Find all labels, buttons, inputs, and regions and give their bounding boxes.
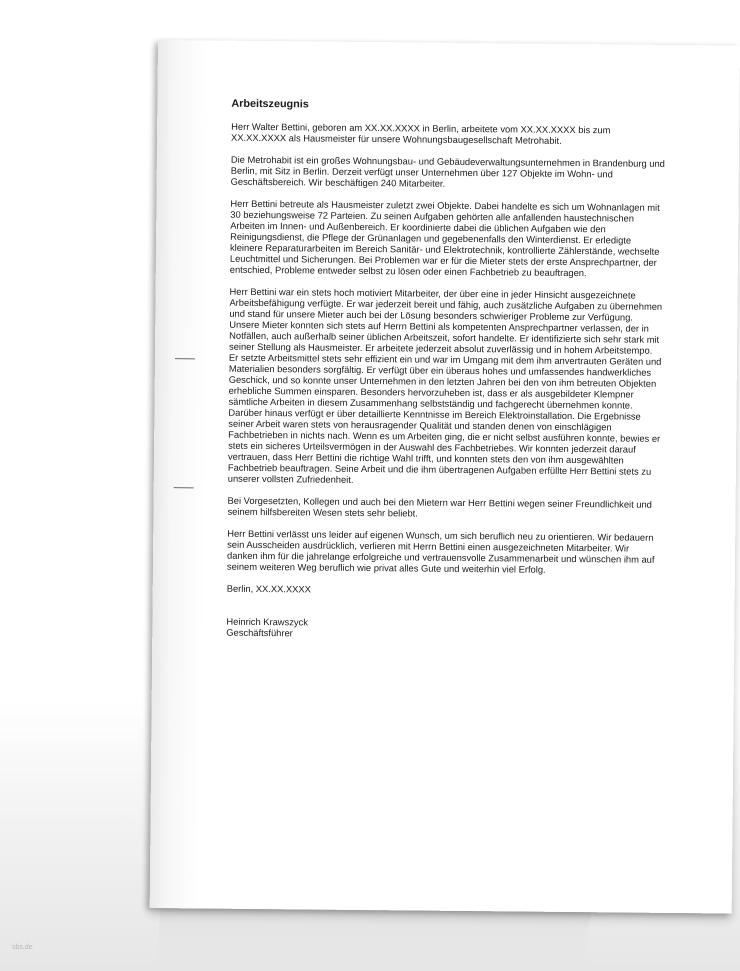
text-line: Herr Bettini war ein stets hoch motiviert Mitarbeiter, der über eine in jeder Hinsicht ausgezeichnete	[229, 286, 636, 301]
text-line: Arbeitsbefähigung verfügte. Er war jederzeit bereit und fähig, auch zusätzliche Aufgaben zu übernehmen	[229, 297, 663, 312]
text-line: Herr Walter Bettini, geboren am XX.XX.XXXX in Berlin, arbeitete vom XX.XX.XXXX bis zum	[231, 121, 611, 136]
text-line: Materialien besonders sorgfältig. Er verfügt über ein überaus hohes und umfassendes handwerkliches	[228, 363, 652, 378]
text-line: Geschick, und so konnte unser Unternehmen in den letzten Jahren bei den von ihm betreuten Objekten	[228, 374, 657, 389]
text-line: Darüber hinaus verfügt er über detaillierte Kenntnisse im Bereich Elektroinstallation. Die Ergebnisse	[228, 407, 641, 422]
text-line: Herr Bettini betreute als Hausmeister zuletzt zwei Objekte. Dabei handelte es sich um Wohnanlagen mit	[230, 198, 660, 213]
text-line: Arbeiten im Innen- und Außenbereich. Er koordinierte dabei die üblichen Aufgaben wie den	[230, 220, 606, 235]
text-line: seinem hilfsbereiten Wesen stets sehr beliebt.	[227, 506, 418, 519]
text-line: Reinigungsdienst, die Pflege der Grünanlagen und gegebenenfalls den Winterdienst. Er erledigte	[230, 231, 632, 246]
paragraph-intro	[231, 122, 707, 149]
page-reflection	[155, 905, 591, 965]
text-line: 30 beziehungsweise 72 Parteien. Zu seinen Aufgaben gehörten alle anfallenden haustechnischen	[230, 209, 634, 224]
text-line: seiner Arbeit waren stets von herausragender Qualität und standen denen von einschlägigen	[228, 418, 612, 433]
text-line: seiner Stellung als Hausmeister. Er arbeitete jederzeit absolut zuverlässig und in hohem Arbeitstempo.	[229, 341, 653, 356]
paragraph-duties	[230, 199, 707, 281]
document-body	[226, 99, 707, 644]
text-line: Er setzte Arbeitsmittel stets sehr effizient ein und war im Umgang mit dem ihm anvertrauten Geräten und	[228, 352, 662, 367]
text-line: Leuchtmittel und Sicherungen. Bei Problemen war er für die Mieter stets der erste Ansprechpartner, der	[229, 253, 657, 268]
text-line: Notfällen, auch außerhalb seiner üblichen Arbeitszeit, sofort handelte. Er identifizierte sich sehr stark mit	[229, 330, 660, 345]
document-title: Arbeitszeugnis	[231, 97, 309, 111]
signer-name: Heinrich Krawszyck	[226, 616, 308, 628]
text-line: Fachbetrieb beauftragen. Seine Arbeit und die ihm übertragenen Aufgaben erfüllte Herr Bettini stets zu	[227, 462, 652, 477]
document-page	[150, 40, 740, 914]
watermark: sbs.de	[12, 944, 33, 951]
text-line: sein Ausscheiden ausdrücklich, verlieren mit Herrn Bettini einen ausgezeichneten Mitarbeiter. Wir	[227, 539, 630, 554]
text-line: seinem weiteren Weg beruflich wie privat alles Gute und weiterhin viel Erfolg.	[226, 561, 546, 575]
punch-mark-bottom	[174, 487, 194, 488]
text-line: Die Metrohabit ist ein großes Wohnungsbau- und Gebäudeverwaltungsunternehmen in Brandenburg und	[230, 154, 665, 169]
text-line: sämtliche Arbeiten in diesem Zusammenhang selbstständig und fachgerecht übernehmen konnte.	[228, 396, 633, 411]
text-line: stets ein sicheres Urteilsvermögen in der Auswahl des Fachbetriebes. Wir konnten jederzeit darauf	[228, 440, 636, 455]
text-line: vertrauen, dass Herr Bettini die richtige Wahl trifft, und konnten stets den von ihm ausgewählten	[227, 451, 624, 466]
text-line: Fachbetrieben in nichts nach. Wenn es um Arbeiten ging, die er nicht selbst ausführen konnte, bewies er	[228, 429, 661, 444]
paragraph-conduct	[227, 496, 703, 523]
text-line: kleinere Reparaturarbeiten im Bereich Sanitär- und Elektrotechnik, kontrollierte Zählerstände, wechselte	[229, 242, 660, 257]
punch-mark-top	[175, 358, 195, 359]
signature-block	[226, 617, 702, 644]
text-line: und stand für unsere Mieter auch bei der Lösung besonders schwieriger Probleme zur Verfügung.	[229, 308, 633, 323]
text-line: erhebliche Summen einsparen. Besonders hervorzuheben ist, dass er als ausgebildeter Klempner	[228, 385, 634, 400]
text-line: unserer vollsten Zufriedenheit.	[227, 473, 354, 485]
signer-title: Geschäftsführer	[226, 627, 293, 639]
paragraph-company	[231, 155, 707, 193]
paragraph-closing	[227, 529, 703, 578]
place-date: Berlin, XX.XX.XXXX	[226, 583, 311, 595]
text-line: Herr Bettini verlässt uns leider auf eigenen Wunsch, um sich beruflich neu zu orientieren. Wir bedauern	[227, 528, 654, 543]
text-line: Berlin, mit Sitz in Berlin. Derzeit verfügt unser Unternehmen über 127 Objekte im Wohn- und	[230, 165, 613, 180]
text-line: Unsere Mieter konnten sich stets auf Herrn Bettini als kompetenten Ansprechpartner verlassen, der in	[229, 319, 649, 334]
text-line: danken ihm für die jahrelange erfolgreiche und vertrauensvolle Zusammenarbeit und wünschen ihm auf	[227, 550, 655, 565]
text-line: Bei Vorgesetzten, Kollegen und auch bei den Mietern war Herr Bettini wegen seiner Freundlichkeit und	[227, 495, 652, 510]
paragraph-performance	[228, 287, 706, 490]
text-line: entschied, Probleme entweder selbst zu lösen oder einen Fachbetrieb zu beauftragen.	[229, 264, 587, 279]
text-line: XX.XX.XXXX als Hausmeister für unsere Wohnungsbaugesellschaft Metrohabit.	[231, 132, 562, 146]
text-line: Geschäftsbereich. Wir beschäftigen 240 Mitarbeiter.	[230, 176, 446, 189]
